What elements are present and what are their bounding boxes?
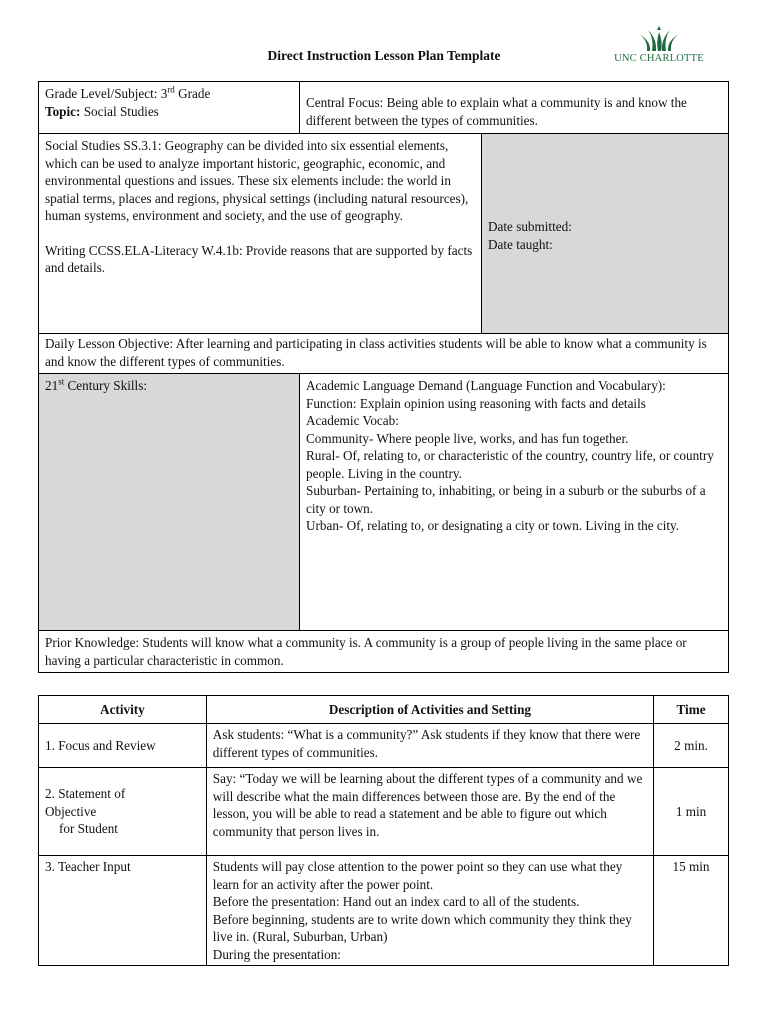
description-cell: Say: “Today we will be learning about the different types of a community and we will describe what the main differences between those are. By the end of the lesson, you will be able to read a statement and be able to figure out which community that person lives in. (206, 768, 653, 856)
unc-charlotte-logo (604, 24, 714, 64)
table-header-row (39, 696, 729, 724)
time-cell: 1 min (654, 768, 729, 856)
activity-cell: 3. Teacher Input (39, 856, 207, 966)
dates-cell (482, 134, 728, 333)
objective-section (38, 333, 729, 374)
activity-cell: 1. Focus and Review (39, 724, 207, 768)
daily-objective: Daily Lesson Objective: After learning and participating in class activities students will be able to know what a community is and know the different types of communities. (45, 336, 707, 369)
vocab-suburban: Suburban- Pertaining to, inhabiting, or being in a suburb or the suburbs of a city or town. (306, 483, 706, 516)
date-taught: Date taught: (488, 236, 553, 252)
activity-cell: 2. Statement of Objective for Student (39, 768, 207, 856)
header-description: Description of Activities and Setting (206, 696, 653, 724)
prior-knowledge-section (38, 630, 729, 673)
century-skills-cell: 21st Century Skills: (39, 374, 299, 630)
crown-icon (634, 24, 684, 52)
header-activity: Activity (39, 696, 207, 724)
activities-table (38, 695, 729, 966)
grade-topic-section (38, 81, 729, 134)
table-row (39, 724, 729, 768)
grade-level: Grade Level/Subject: 3rd Grade (45, 84, 211, 101)
grade-topic-cell (39, 82, 299, 133)
academic-line: Function: Explain opinion using reasoning with facts and details (306, 395, 646, 411)
writing-standard: Writing CCSS.ELA-Literacy W.4.1b: Provide reasons that are supported by facts and details. (45, 242, 473, 275)
vocab-rural: Rural- Of, relating to, or characteristic of the country, country life, or country people. Living in the country. (306, 448, 714, 481)
header-time: Time (654, 696, 729, 724)
academic-line: Academic Language Demand (Language Function and Vocabulary): (306, 378, 666, 393)
vocab-community: Community- Where people live, works, and has fun together. (306, 430, 629, 446)
social-studies-standard: Social Studies SS.3.1: Geography can be divided into six essential elements, which can be used to analyze important historic, geographic, economic, and environmental questions and issues. These six elements include: the world in spatial terms, places and regions, physical settings (including natural resources), human systems, environment and society, and the use of geography. (45, 138, 469, 223)
time-cell: 2 min. (654, 724, 729, 768)
central-focus: Central Focus: Being able to explain what a community is and know the different between the types of communities. (306, 95, 687, 128)
logo-text: UNC CHARLOTTE (614, 53, 704, 64)
skills-section (38, 373, 729, 631)
prior-knowledge: Prior Knowledge: Students will know what a community is. A community is a group of people living in the same place or having a particular characteristic in common. (45, 635, 687, 668)
academic-language-cell (300, 374, 728, 538)
vocab-urban: Urban- Of, relating to, or designating a city or town. Living in the city. (306, 518, 680, 533)
time-cell: 15 min (654, 856, 729, 966)
page-title: Direct Instruction Lesson Plan Template (267, 48, 501, 63)
date-submitted: Date submitted: (488, 219, 572, 234)
topic: Topic: Social Studies (45, 103, 159, 119)
description-cell: Students will pay close attention to the power point so they can use what they learn for an activity after the power point. Before the presentation: Hand out an index card to all of the students. Before beginning, students are to write down which community they think they live in. (Rural, Suburban, Urban) During the presentation: (206, 856, 653, 966)
standards-section (38, 133, 729, 334)
table-row (39, 768, 729, 856)
description-cell: Ask students: “What is a community?” Ask students if they know that there were different types of communities. (206, 724, 653, 768)
academic-line: Academic Vocab: (306, 413, 399, 428)
table-row (39, 856, 729, 966)
standards-cell (39, 134, 481, 280)
